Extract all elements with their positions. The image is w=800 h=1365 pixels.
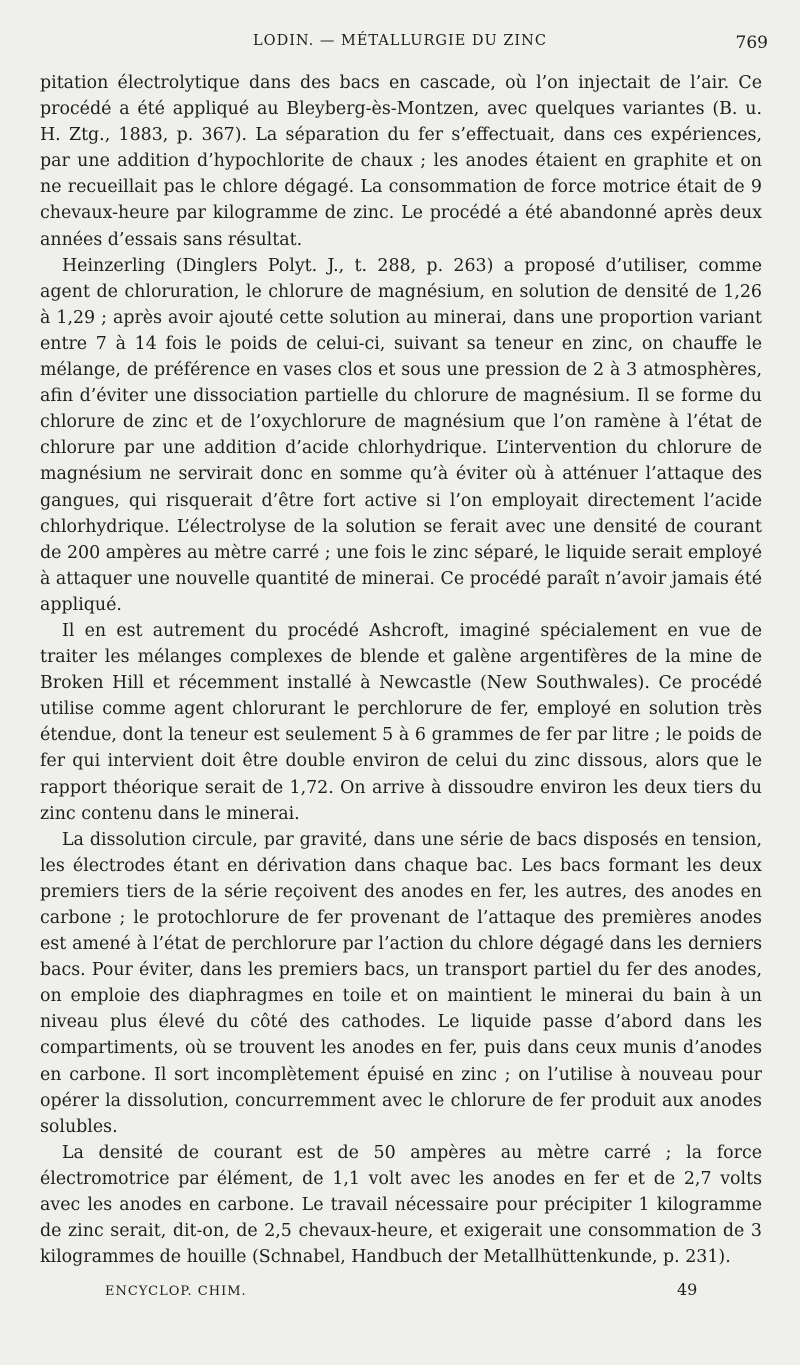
signature-mark: ENCYCLOP. CHIM. xyxy=(105,1284,247,1299)
page-number: 769 xyxy=(735,33,768,53)
paragraph-4: La dissolution circule, par gravité, dans une série de bacs disposés en tension, les électrodes étant en dérivation dans chaque bac. Les bacs formant les deux premiers tiers de la série reçoivent des anodes en fer, les autres, des anodes en carbone ; le protochlorure de fer provenant de l’attaque des premières anodes est amené à l’état de perchlorure par l’action du chlore dégagé dans les derniers bacs. Pour éviter, dans les premiers bacs, un transport partiel du fer des anodes, on emploie des diaphragmes en toile et on maintient le minerai du bain à un niveau plus élevé du côté des cathodes. Le liquide passe d’abord dans les compartiments, où se trouvent les anodes en fer, puis dans ceux munis d’anodes en carbone. Il sort incomplètement épuisé en zinc ; on l’utilise à nouveau pour opérer la dissolution, concurremment avec le chlorure de fer produit aux anodes solubles. xyxy=(40,829,762,1137)
paragraph-3: Il en est autrement du procédé Ashcroft, imaginé spécialement en vue de traiter les mélanges complexes de blende et galène argentifères de la mine de Broken Hill et récemment installé à Newcastle (New Southwales). Ce procédé utilise comme agent chlorurant le perchlorure de fer, employé en solution très étendue, dont la teneur est seulement 5 à 6 grammes de fer par litre ; le poids de fer qui intervient doit être double environ de celui du zinc dissous, alors que le rapport théorique serait de 1,72. On arrive à dissoudre environ les deux tiers du zinc contenu dans le minerai. xyxy=(40,620,762,824)
paragraph-1: pitation électrolytique dans des bacs en cascade, où l’on injectait de l’air. Ce procédé a été appliqué au Bleyberg-ès-Montzen, avec quelques variantes (B. u. H. Ztg., 1883, p. 367). La séparation du fer s’effectuait, dans ces expériences, par une addition d’hypochlorite de chaux ; les anodes étaient en graphite et on ne recueillait pas le chlore dégagé. La consommation de force motrice était de 9 chevaux-heure par kilogramme de zinc. Le procédé a été abandonné après deux années d’essais sans résultat. xyxy=(40,73,762,250)
page-header xyxy=(0,30,800,56)
paragraph-2: Heinzerling (Dinglers Polyt. J., t. 288, p. 263) a proposé d’utiliser, comme agent de chloruration, le chlorure de magnésium, en solution de densité de 1,26 à 1,29 ; après avoir ajouté cette solution au minerai, dans une proportion variant entre 7 à 14 fois le poids de celui-ci, suivant sa teneur en zinc, on chauffe le mélange, de préférence en vases clos et sous une pression de 2 à 3 atmosphères, afin d’éviter une dissociation partielle du chlorure de magnésium. Il se forme du chlorure de zinc et de l’oxychlorure de magnésium que l’on ramène à l’état de chlorure par une addition d’acide chlorhydrique. L’intervention du chlorure de magnésium ne servirait donc en somme qu’à éviter où à atténuer l’attaque des gangues, qui risquerait d’être fort active si l’on employait directement l’acide chlorhydrique. L’électrolyse de la solution se ferait avec une densité de courant de 200 ampères au mètre carré ; une fois le zinc séparé, le liquide serait employé à attaquer une nouvelle quantité de minerai. Ce procédé paraît n’avoir jamais été appliqué. xyxy=(40,255,762,615)
signature-number: 49 xyxy=(677,1280,698,1299)
paragraph-5: La densité de courant est de 50 ampères au mètre carré ; la force électromotrice par élément, de 1,1 volt avec les anodes en fer et de 2,7 volts avec les anodes en carbone. Le travail nécessaire pour précipiter 1 kilogramme de zinc serait, dit-on, de 2,5 chevaux-heure, et exigerait une consommation de 3 kilogrammes de houille (Schnabel, Handbuch der Metallhüttenkunde, p. 231). xyxy=(40,1142,762,1268)
page-footer xyxy=(0,1280,800,1304)
running-title: LODIN. — MÉTALLURGIE DU ZINC xyxy=(253,33,547,49)
body-text xyxy=(40,70,762,1270)
